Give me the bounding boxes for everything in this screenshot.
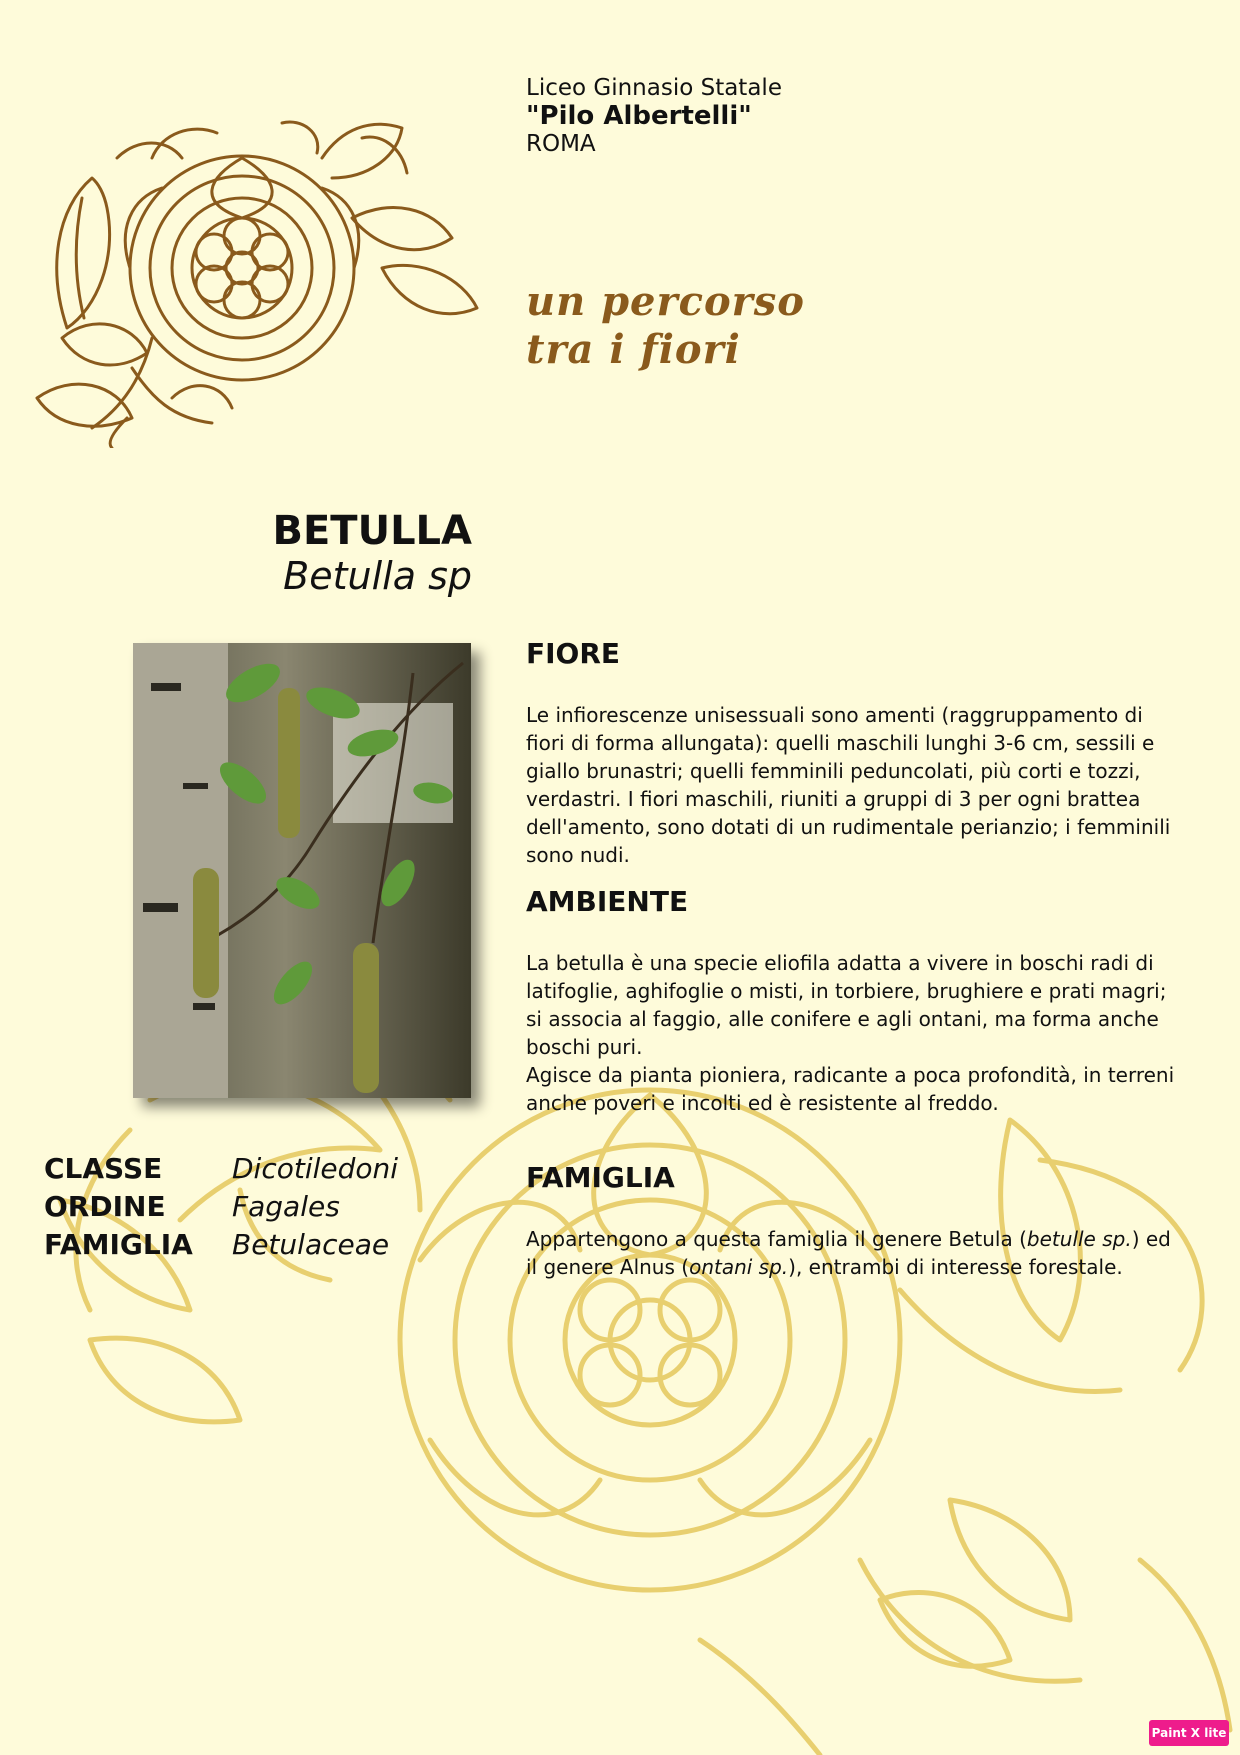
- rose-ornament: [22, 118, 502, 448]
- taxonomy-row: [44, 1150, 398, 1188]
- text-italic: betulle sp.: [1026, 1227, 1132, 1251]
- school-city: ROMA: [526, 131, 596, 157]
- taxonomy-value: Dicotiledoni: [232, 1152, 399, 1185]
- plant-title: [200, 508, 472, 598]
- taxonomy-row: [44, 1226, 398, 1264]
- taxonomy-label: ORDINE: [44, 1190, 166, 1223]
- section-title: AMBIENTE: [526, 885, 689, 918]
- taxonomy-table: [44, 1150, 398, 1264]
- section-ambiente: [526, 885, 1186, 1117]
- tagline: [526, 278, 805, 374]
- tagline-line-2: tra i fiori: [526, 326, 741, 373]
- school-line: Liceo Ginnasio Statale: [526, 75, 782, 101]
- taxonomy-label: FAMIGLIA: [44, 1228, 193, 1261]
- section-text: Le infiorescenze unisessuali sono amenti (raggruppamento di fiori di forma allungata): quelli maschili lunghi 3-6 cm, sessili e giallo brunastri; quelli femminili peduncolati, più corti e tozzi, verdastri. I fiori maschili, riuniti a gruppi di 3 per ogni brattea dell'amento, sono dotati di un rudimentale perianzio; i femminili sono nudi.: [526, 703, 1171, 867]
- section-famiglia: [526, 1161, 1186, 1281]
- school-block: [526, 74, 782, 158]
- tagline-line-1: un percorso: [526, 278, 805, 325]
- section-title: FAMIGLIA: [526, 1161, 675, 1194]
- text-part: Appartengono a questa famiglia il genere Betula (: [526, 1227, 1027, 1251]
- section-text: [526, 1225, 1186, 1281]
- plant-common-name: BETULLA: [272, 508, 472, 554]
- section-fiore: [526, 637, 1186, 869]
- taxonomy-label: CLASSE: [44, 1152, 163, 1185]
- background-rose-ornament: [0, 1040, 1240, 1755]
- section-title: FIORE: [526, 637, 621, 670]
- text-part: ) ed il genere Alnus (: [526, 1227, 1171, 1279]
- plant-latin-name: Betulla sp: [283, 554, 472, 598]
- text-part: ), entrambi di interesse forestale.: [788, 1255, 1123, 1279]
- paint-badge: Paint X lite: [1149, 1720, 1229, 1746]
- section-text: Agisce da pianta pioniera, radicante a poca profondità, in terreni anche poveri e incolti ed è resistente al freddo.: [526, 1063, 1175, 1115]
- taxonomy-row: [44, 1188, 398, 1226]
- taxonomy-value: Fagales: [232, 1190, 340, 1223]
- taxonomy-value: Betulaceae: [232, 1228, 390, 1261]
- birch-photo: [133, 643, 471, 1098]
- text-italic: ontani sp.: [689, 1255, 789, 1279]
- school-name: "Pilo Albertelli": [526, 101, 752, 131]
- section-text: La betulla è una specie eliofila adatta a vivere in boschi radi di latifoglie, aghifoglie o misti, in torbiere, brughiere e prati magri; si associa al faggio, alle conifere e agli ontani, ma forma anche boschi puri.: [526, 951, 1167, 1059]
